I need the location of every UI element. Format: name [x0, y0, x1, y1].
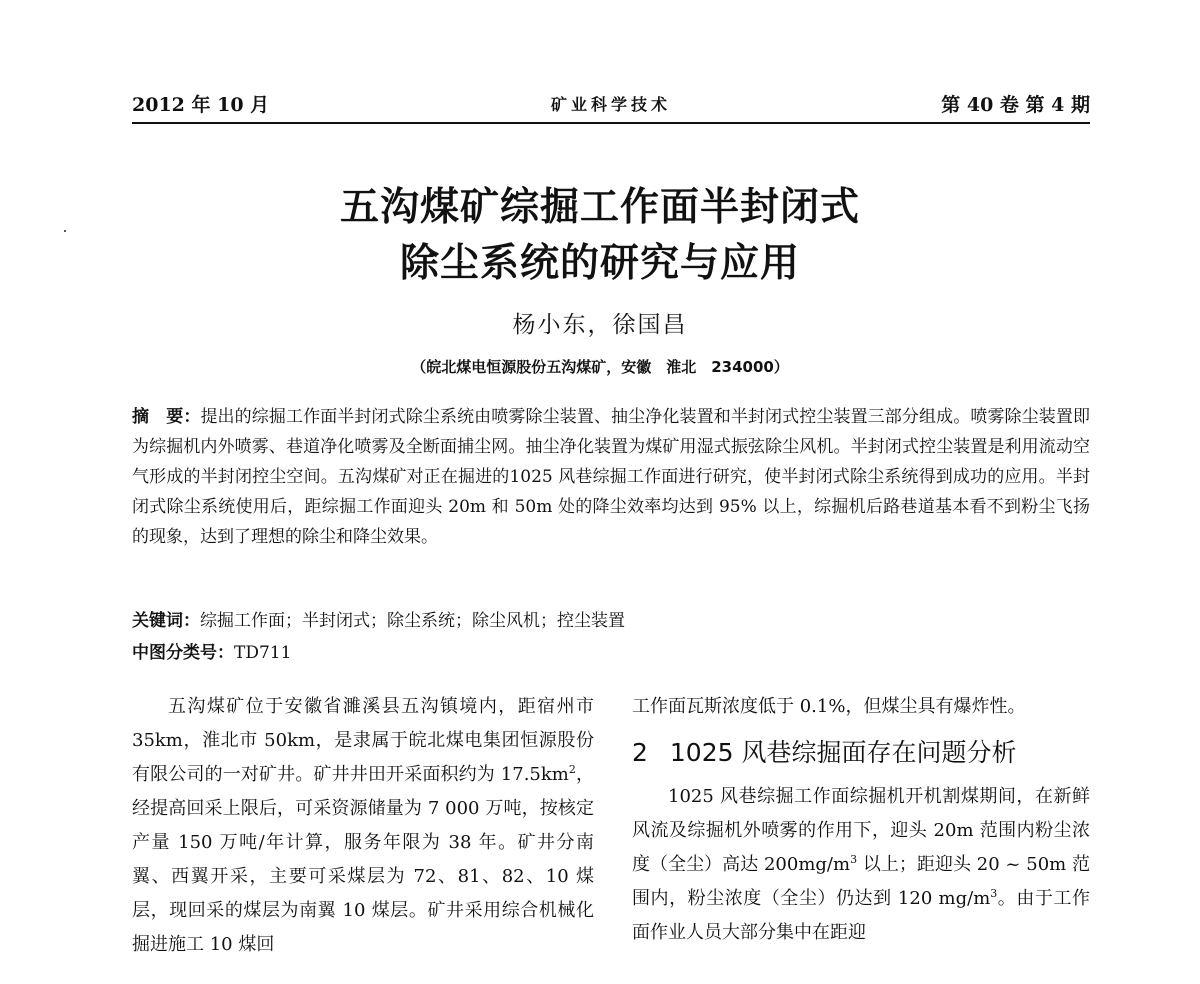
- header-journal: 矿业科学技术: [550, 95, 671, 114]
- affiliation: （皖北煤电恒源股份五沟煤矿，安徽 淮北 234000）: [411, 358, 789, 376]
- title-line-1: 五沟煤矿综掘工作面半封闭式: [339, 185, 860, 230]
- clc-label: 中图分类号：: [132, 643, 234, 663]
- section-title: 1025 风巷综掘面存在问题分析: [669, 738, 1017, 767]
- continued-paragraph: 工作面瓦斯浓度低于 0.1%，但煤尘具有爆炸性。: [632, 696, 1026, 717]
- header-rule: [132, 122, 1090, 124]
- header-date: 2012 年 10 月: [132, 94, 270, 116]
- classification-number: [132, 638, 1090, 663]
- authors: 杨小东，徐国昌: [512, 312, 688, 338]
- section-heading: [632, 736, 1090, 770]
- abstract: [132, 402, 1090, 552]
- keywords: [132, 606, 1090, 631]
- clc-text: TD711: [234, 643, 292, 663]
- intro-paragraph: 五沟煤矿位于安徽省濉溪县五沟镇境内，距宿州市 35km，淮北市 50km，是隶属于皖北煤电集团恒源股份有限公司的一对矿井。矿井井田开采面积约为 $17.5km^2$，经提高回采上限后，可采资源储量为 7 000 万吨，按核定产量 150 万吨/年计算，服务年限为 38 年。矿井分南翼、西翼开采，主要可采煤层为 72、81、82、10 煤层，现回采的煤层为南翼 10 煤层。矿井采用综合机械化掘进施工 10 煤回: [132, 696, 594, 955]
- section-number: 2: [632, 738, 648, 767]
- body-column-right: [632, 690, 1090, 984]
- running-header: [132, 90, 1090, 120]
- keywords-text: 综掘工作面；半封闭式；除尘系统；除尘风机；控尘装置: [200, 611, 625, 631]
- abstract-text: 提出的综掘工作面半封闭式除尘系统由喷雾除尘装置、抽尘净化装置和半封闭式控尘装置三部分组成。喷雾除尘装置即为综掘机内外喷雾、巷道净化喷雾及全断面捕尘网。抽尘净化装置为煤矿用湿式振弦除尘风机。半封闭式控尘装置是利用流动空气形成的半封闭控尘空间。五沟煤矿对正在掘进的1025 风巷综掘工作面进行研究，使半封闭式除尘系统得到成功的应用。半封闭式除尘系统使用后，距综掘工作面迎头 20m 和 50m 处的降尘效率均达到 95% 以上，综掘机后路巷道基本看不到粉尘飞扬的现象，达到了理想的除尘和降尘效果。: [132, 407, 1090, 547]
- section-paragraph: 1025 风巷综掘工作面综掘机开机割煤期间，在新鲜风流及综掘机外喷雾的作用下，迎头 20m 范围内粉尘浓度（全尘）高达 $200mg/m^3$ 以上；距迎头 20 ~ 50m 范围内，粉尘浓度（全尘）仍达到 120 $mg/m^3$。由于工作面作业人员大部分集中在距迎: [632, 786, 1090, 943]
- keywords-label: 关键词：: [132, 611, 200, 631]
- title-line-2: 除尘系统的研究与应用: [399, 241, 800, 286]
- body-column-left: [132, 690, 594, 984]
- abstract-label: 摘 要：: [132, 407, 201, 427]
- header-volume: 第 40 卷 第 4 期: [941, 94, 1090, 116]
